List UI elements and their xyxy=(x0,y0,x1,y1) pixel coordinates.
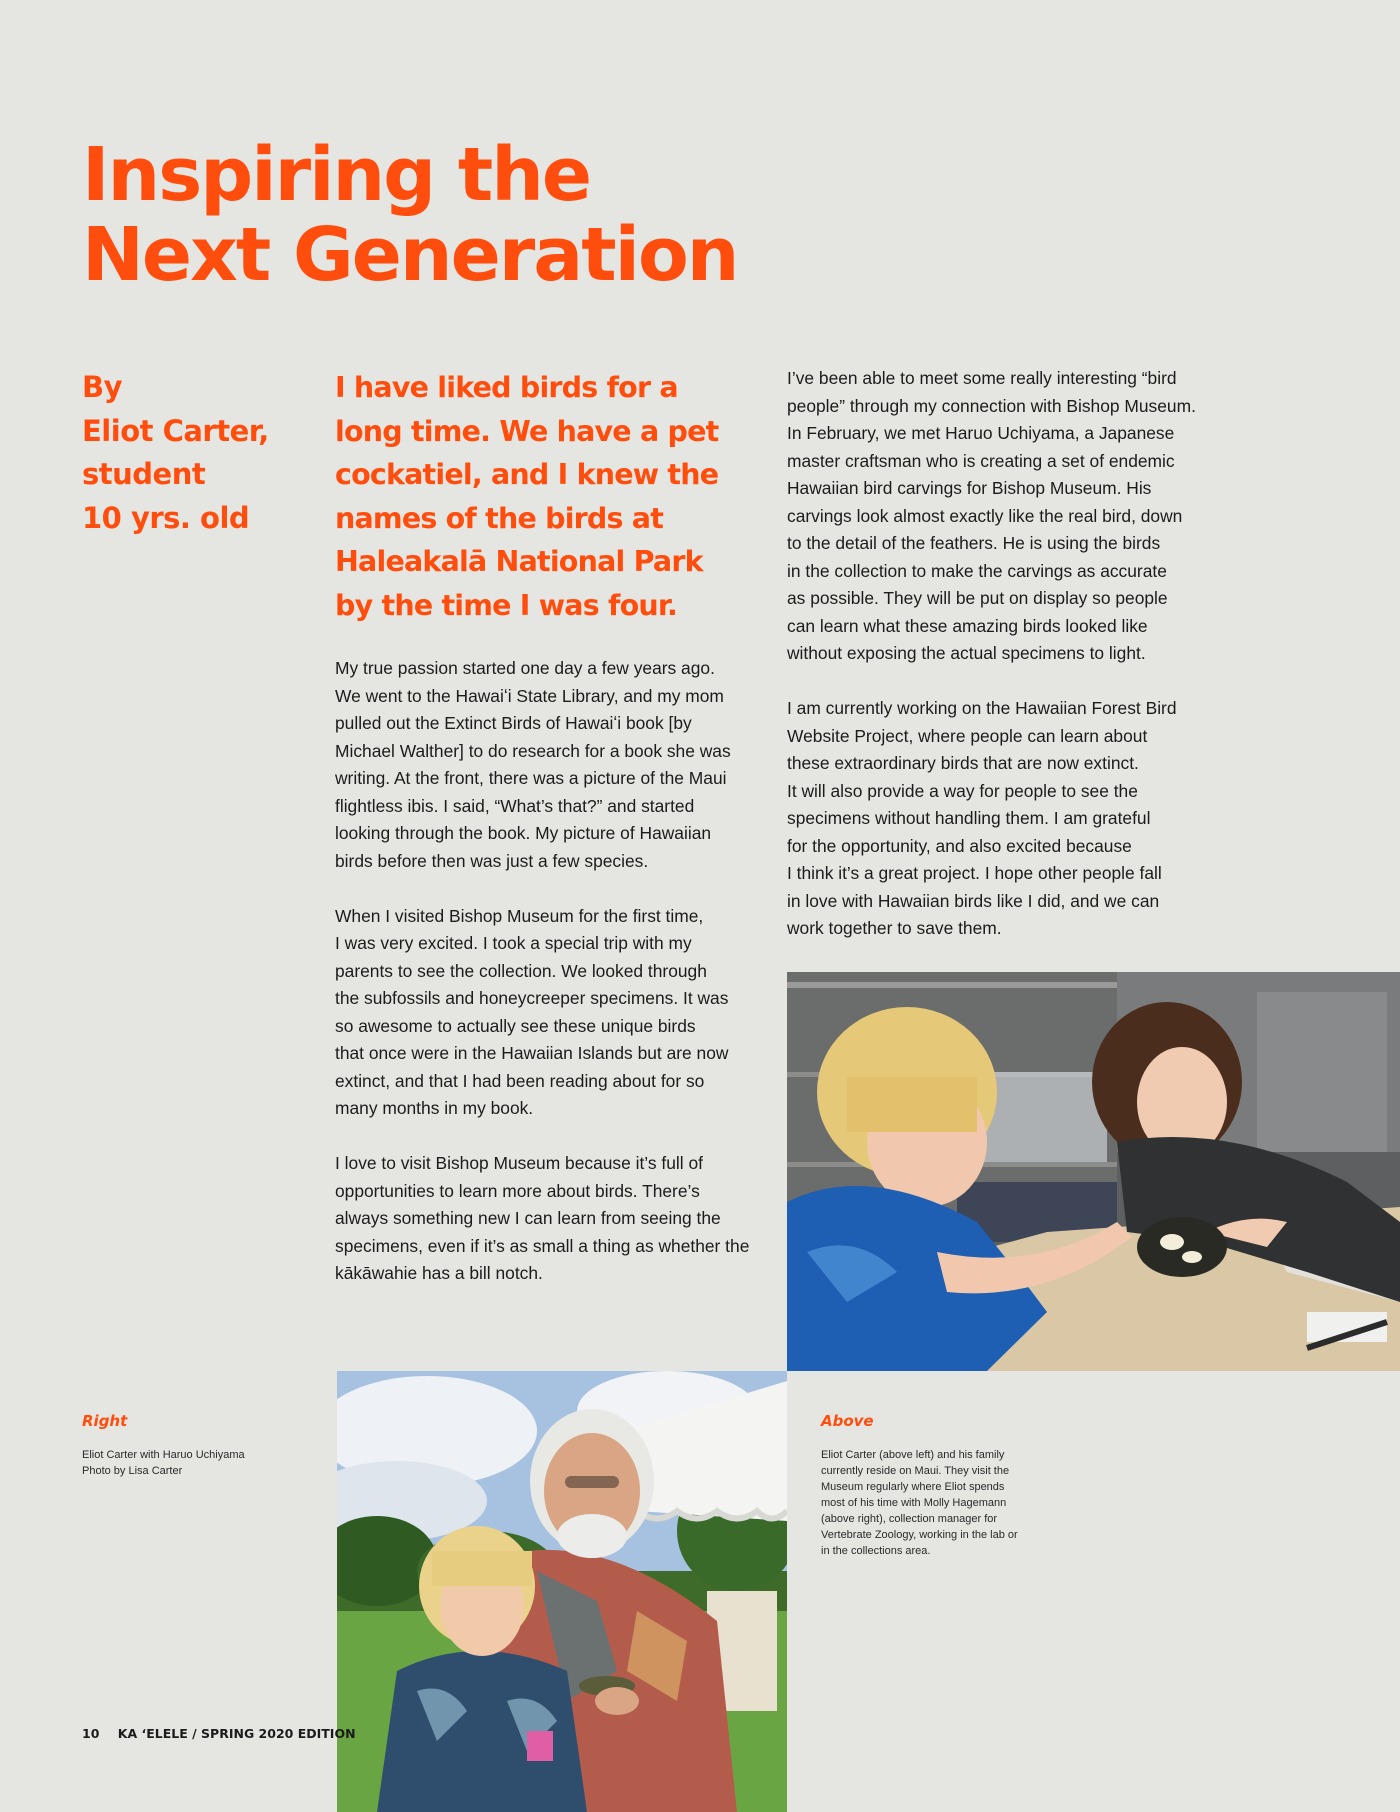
text-line: I’ve been able to meet some really interesting “bird xyxy=(787,368,1177,388)
text-line: specimens, even if it’s as small a thing as whether the xyxy=(335,1235,750,1256)
caption-line: Photo by Lisa Carter xyxy=(82,1465,183,1477)
caption-line: currently reside on Maui. They visit the xyxy=(821,1465,1010,1477)
pull-quote-line: cockatiel, and I knew the xyxy=(335,458,719,491)
text-line: Michael Walther] to do research for a book she was xyxy=(335,740,731,761)
text-line: I am currently working on the Hawaiian Forest Bird xyxy=(787,698,1177,718)
text-line: I love to visit Bishop Museum because it’s full of xyxy=(335,1153,703,1173)
text-line: for the opportunity, and also excited because xyxy=(787,835,1132,856)
text-line: to the detail of the feathers. He is using the birds xyxy=(787,533,1161,553)
text-line: Hawaiian bird carvings for Bishop Museum. His xyxy=(787,478,1152,498)
paragraph xyxy=(335,655,765,875)
text-line: so awesome to actually see these unique birds xyxy=(335,1015,696,1036)
byline-line: student xyxy=(82,457,206,491)
paragraph xyxy=(787,365,1237,668)
byline xyxy=(82,366,269,540)
text-line: In February, we met Haruo Uchiyama, a Japanese xyxy=(787,423,1175,443)
text-line: Website Project, where people can learn about xyxy=(787,725,1148,746)
byline-line: 10 yrs. old xyxy=(82,500,250,535)
paragraph-gap xyxy=(335,1123,765,1151)
garden-photo-illustration xyxy=(337,1371,787,1812)
text-line: always something new I can learn from seeing the xyxy=(335,1208,721,1228)
text-line: without exposing the actual specimens to light. xyxy=(787,643,1146,663)
title-line-2: Next Generation xyxy=(82,212,738,298)
text-line: carvings look almost exactly like the real bird, down xyxy=(787,505,1183,526)
text-line: flightless ibis. I said, “What’s that?” and started xyxy=(335,795,695,816)
text-line: that once were in the Hawaiian Islands but are now xyxy=(335,1043,729,1063)
text-line: many months in my book. xyxy=(335,1098,534,1118)
caption-above xyxy=(821,1447,1018,1559)
paragraph xyxy=(787,695,1237,943)
text-line: I was very excited. I took a special trip with my xyxy=(335,933,692,953)
pull-quote xyxy=(335,366,755,627)
caption-heading-above: Above xyxy=(821,1412,874,1430)
paragraph xyxy=(335,903,765,1123)
text-line: kākāwahie has a bill notch. xyxy=(335,1263,543,1283)
caption-right xyxy=(82,1447,245,1479)
text-line: the subfossils and honeycreeper specimens. It was xyxy=(335,988,729,1008)
page-number: 10 xyxy=(82,1726,100,1741)
pull-quote-line: names of the birds at xyxy=(335,501,664,535)
garden-photo xyxy=(337,1371,787,1812)
text-line: opportunities to learn more about birds. There’s xyxy=(335,1180,700,1201)
text-line: looking through the book. My picture of Hawaiian xyxy=(335,823,712,843)
pull-quote-line: by the time I was four. xyxy=(335,588,678,622)
publication-name: KA ʻELELE / SPRING 2020 EDITION xyxy=(117,1726,356,1741)
body-column-left xyxy=(335,655,765,1288)
pull-quote-line: Haleakalā National Park xyxy=(335,545,703,578)
caption-line: Vertebrate Zoology, working in the lab or xyxy=(821,1529,1018,1541)
title-line-1: Inspiring the xyxy=(82,132,591,218)
text-line: My true passion started one day a few years ago. xyxy=(335,658,715,678)
page-footer xyxy=(82,1726,356,1741)
text-line: extinct, and that I had been reading about for so xyxy=(335,1070,705,1091)
paragraph-gap xyxy=(787,668,1237,696)
caption-line: Eliot Carter with Haruo Uchiyama xyxy=(82,1449,245,1461)
paragraph-gap xyxy=(335,875,765,903)
pull-quote-line: I have liked birds for a xyxy=(335,371,678,404)
body-column-right xyxy=(787,365,1237,943)
text-line: these extraordinary birds that are now extinct. xyxy=(787,753,1139,773)
text-line: people” through my connection with Bishop Museum. xyxy=(787,395,1196,416)
text-line: parents to see the collection. We looked through xyxy=(335,960,707,981)
caption-line: (above right), collection manager for xyxy=(821,1513,998,1525)
caption-line: Eliot Carter (above left) and his family xyxy=(821,1449,1005,1461)
lab-photo-illustration xyxy=(787,972,1400,1371)
caption-line: Museum regularly where Eliot spends xyxy=(821,1481,1005,1493)
byline-line: By xyxy=(82,370,123,404)
caption-heading-right: Right xyxy=(82,1412,128,1430)
text-line: as possible. They will be put on display so people xyxy=(787,588,1168,608)
text-line: writing. At the front, there was a picture of the Maui xyxy=(335,768,727,788)
text-line: in the collection to make the carvings as accurate xyxy=(787,560,1167,581)
text-line: We went to the Hawaiʻi State Library, and my mom xyxy=(335,685,724,706)
lab-photo xyxy=(787,972,1400,1371)
text-line: work together to save them. xyxy=(787,918,1002,938)
paragraph xyxy=(335,1150,765,1288)
byline-line: Eliot Carter, xyxy=(82,413,269,448)
text-line: pulled out the Extinct Birds of Hawaiʻi book [by xyxy=(335,713,692,733)
article-title xyxy=(82,132,842,298)
pull-quote-line: long time. We have a pet xyxy=(335,414,719,448)
text-line: birds before then was just a few species. xyxy=(335,850,649,871)
text-line: I think it’s a great project. I hope other people fall xyxy=(787,863,1162,883)
text-line: in love with Hawaiian birds like I did, and we can xyxy=(787,890,1160,911)
caption-line: most of his time with Molly Hagemann xyxy=(821,1497,1007,1509)
text-line: master craftsman who is creating a set of endemic xyxy=(787,450,1175,471)
text-line: can learn what these amazing birds looked like xyxy=(787,615,1148,636)
text-line: It will also provide a way for people to see the xyxy=(787,780,1138,801)
text-line: When I visited Bishop Museum for the first time, xyxy=(335,905,704,926)
text-line: specimens without handling them. I am grateful xyxy=(787,808,1151,828)
caption-line: in the collections area. xyxy=(821,1545,931,1557)
